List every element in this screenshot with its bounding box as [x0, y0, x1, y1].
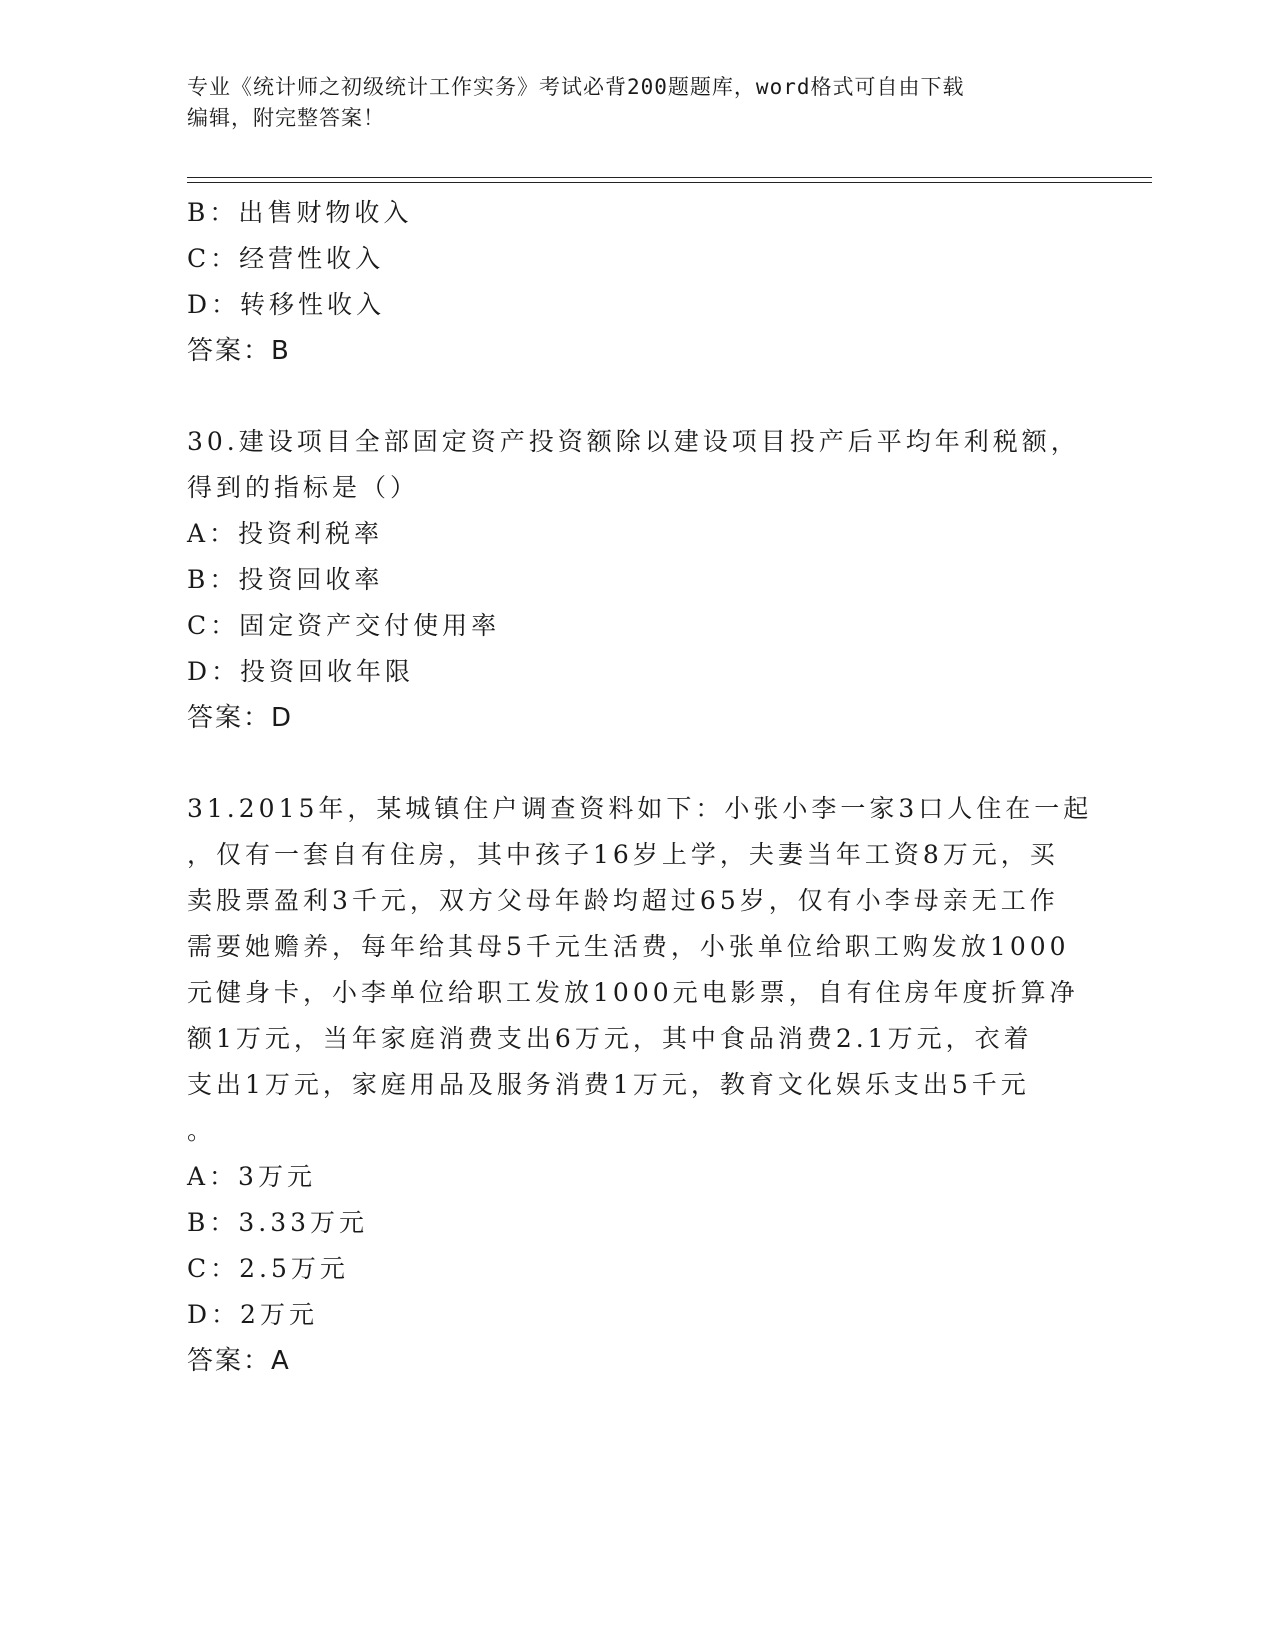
- question-stem-line: 得到的指标是（）: [187, 473, 420, 502]
- question-stem-line: 31.2015年，某城镇住户调查资料如下：小张小李一家3口人住在一起: [187, 794, 1093, 823]
- option-d: D：投资回收年限: [187, 657, 415, 686]
- question-stem-line: 卖股票盈利3千元，双方父母年龄均超过65岁，仅有小李母亲无工作: [187, 886, 1059, 915]
- header-divider-bottom: [187, 182, 1152, 183]
- question-spacer: [187, 741, 1087, 786]
- header-divider-top: [187, 177, 1152, 178]
- question-stem-line: 30.建设项目全部固定资产投资额除以建设项目投产后平均年利税额，: [187, 427, 1080, 456]
- question-30: [187, 419, 1087, 741]
- question-list: [187, 190, 1093, 1384]
- option-b: B：3.33万元: [187, 1208, 369, 1237]
- header-title-line1: 专业《统计师之初级统计工作实务》考试必背200题题库，word格式可自由下载: [187, 75, 965, 99]
- answer-label: 答案：B: [187, 336, 291, 366]
- question-spacer: [187, 374, 1087, 419]
- question-31: [187, 786, 1093, 1384]
- answer-label: 答案：A: [187, 1346, 291, 1376]
- option-d: D：2万元: [187, 1300, 318, 1329]
- option-a: A：投资利税率: [187, 519, 384, 548]
- question-stem-line: 额1万元，当年家庭消费支出6万元，其中食品消费2.1万元，衣着: [187, 1024, 1033, 1053]
- option-d: D：转移性收入: [187, 290, 386, 319]
- option-c: C：2.5万元: [187, 1254, 349, 1283]
- option-c: C：经营性收入: [187, 244, 385, 273]
- answer-label: 答案：D: [187, 703, 294, 733]
- option-c: C：固定资产交付使用率: [187, 611, 501, 640]
- question-stem-line: 支出1万元，家庭用品及服务消费1万元，教育文化娱乐支出5千元: [187, 1070, 1030, 1099]
- question-stem-line: 。: [187, 1116, 217, 1145]
- question-stem-line: 元健身卡，小李单位给职工发放1000元电影票，自有住房年度折算净: [187, 978, 1079, 1007]
- option-a: A：3万元: [187, 1162, 316, 1191]
- option-b: B：出售财物收入: [187, 198, 413, 227]
- question-stem-line: 需要她赡养，每年给其母5千元生活费，小张单位给职工购发放1000: [187, 932, 1070, 961]
- page-header: [187, 72, 1067, 134]
- option-b: B：投资回收率: [187, 565, 384, 594]
- header-title-line2: 编辑，附完整答案！: [187, 106, 385, 130]
- question-stem-line: ，仅有一套自有住房，其中孩子16岁上学，夫妻当年工资8万元，买: [187, 840, 1059, 869]
- question-29: [187, 190, 1087, 374]
